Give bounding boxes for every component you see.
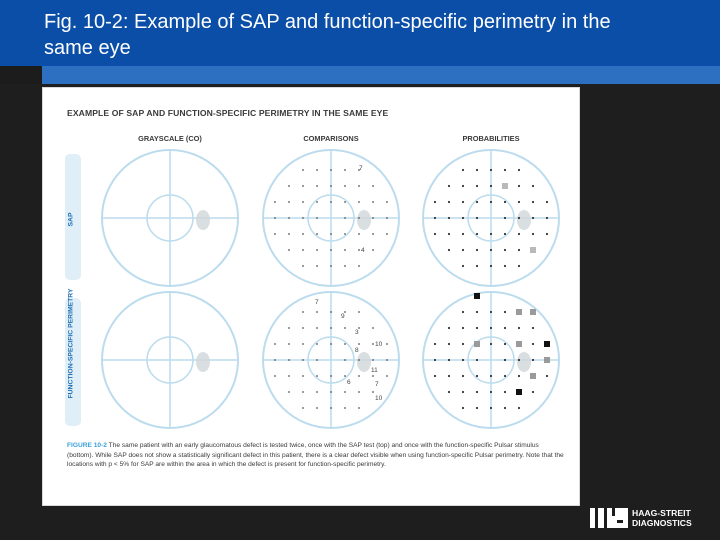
- fsp-comparison-value: 8: [355, 347, 359, 354]
- sap-comparison-point: [358, 233, 360, 235]
- sap-probability-point: [518, 169, 520, 171]
- sap-probability-point: [434, 201, 436, 203]
- sap-comparison-point: [372, 185, 374, 187]
- sap-probability-point: [532, 233, 534, 235]
- fsp-probability-point: [462, 343, 464, 345]
- fsp-comparison-point: [344, 343, 346, 345]
- sap-comparison-point: [358, 185, 360, 187]
- fsp-probability-point: [434, 375, 436, 377]
- fsp-comparison-point: [288, 391, 290, 393]
- fsp-probability-marker: [530, 309, 536, 315]
- fsp-probability-point: [490, 327, 492, 329]
- sap-comparison-point: [302, 185, 304, 187]
- fsp-probability-point: [490, 407, 492, 409]
- caption-text: The same patient with an early glaucomatous defect is tested twice, once with the SAP test (top) and once with the function-specific Pulsar stimulus (bottom). While SAP does not show a statistically significant defect in this patient, there is a clear defect visible when using function-specific Pulsar perimetry. Note that the locations with p < 5% for SAP are within the area in which the defect is present for function-specific perimetry.: [67, 442, 564, 469]
- sap-comparison-point: [372, 201, 374, 203]
- sap-comparison-point: [274, 201, 276, 203]
- figure-title: EXAMPLE OF SAP AND FUNCTION-SPECIFIC PERIMETRY IN THE SAME EYE: [67, 108, 389, 118]
- sap-comparison-point: [288, 249, 290, 251]
- fsp-probability-point: [518, 407, 520, 409]
- fsp-comparison-point: [316, 375, 318, 377]
- fsp-comparison-point: [316, 359, 318, 361]
- fsp-grayscale-field-blind-spot: [196, 352, 210, 372]
- fsp-comparison-point: [288, 375, 290, 377]
- fsp-comparison-point: [358, 407, 360, 409]
- sap-probability-point: [518, 265, 520, 267]
- fsp-probability-point: [504, 359, 506, 361]
- fsp-comparison-point: [372, 359, 374, 361]
- column-header-grayscale: GRAYSCALE (CO): [138, 134, 202, 143]
- sap-comparison-point: [344, 185, 346, 187]
- fsp-comparison-value: 9: [341, 313, 345, 320]
- fsp-comparison-point: [344, 375, 346, 377]
- fsp-comparison-point: [358, 343, 360, 345]
- fsp-probability-marker: [516, 309, 522, 315]
- sap-comparison-point: [372, 217, 374, 219]
- sap-probability-point: [518, 201, 520, 203]
- fsp-probability-point: [476, 375, 478, 377]
- fsp-comparison-point: [344, 391, 346, 393]
- fsp-probability-point: [532, 343, 534, 345]
- fsp-probability-point: [462, 407, 464, 409]
- sap-comparison-point: [316, 233, 318, 235]
- sap-probability-marker: [502, 183, 508, 189]
- sap-probability-point: [476, 217, 478, 219]
- fsp-comparison-point: [274, 343, 276, 345]
- sap-probability-point: [490, 265, 492, 267]
- fsp-probability-point: [462, 391, 464, 393]
- fsp-probability-point: [532, 327, 534, 329]
- sap-comparison-point: [386, 217, 388, 219]
- sap-comparison-point: [302, 249, 304, 251]
- sap-probability-point: [448, 201, 450, 203]
- fsp-comparison-point: [288, 343, 290, 345]
- fsp-probability-point: [532, 391, 534, 393]
- fsp-probability-point: [504, 407, 506, 409]
- fsp-comparison-point: [386, 359, 388, 361]
- fsp-comparison-point: [302, 311, 304, 313]
- sap-comparison-point: [302, 265, 304, 267]
- fsp-comparison-point: [386, 343, 388, 345]
- sap-comparison-point: [330, 265, 332, 267]
- sap-probability-point: [476, 201, 478, 203]
- sap-probability-point: [532, 185, 534, 187]
- sap-comparison-point: [358, 265, 360, 267]
- fsp-comparison-point: [372, 375, 374, 377]
- fsp-comparison-point: [330, 375, 332, 377]
- fsp-probability-point: [448, 375, 450, 377]
- sap-probability-point: [504, 233, 506, 235]
- sap-comparison-point: [358, 217, 360, 219]
- fsp-probability-point: [504, 311, 506, 313]
- fsp-probability-point: [476, 391, 478, 393]
- sap-comparison-point: [302, 233, 304, 235]
- sap-probability-point: [504, 265, 506, 267]
- fsp-comparisons-field-blind-spot: [357, 352, 371, 372]
- sap-comparison-point: [288, 185, 290, 187]
- sap-probability-point: [490, 249, 492, 251]
- sap-comparison-point: [358, 201, 360, 203]
- sap-comparison-point: [316, 169, 318, 171]
- sap-probability-point: [476, 169, 478, 171]
- fsp-comparison-point: [330, 327, 332, 329]
- sap-comparison-point: [302, 217, 304, 219]
- sap-comparison-point: [288, 201, 290, 203]
- sap-probability-point: [504, 201, 506, 203]
- fsp-comparison-point: [302, 343, 304, 345]
- fsp-comparison-point: [330, 343, 332, 345]
- fsp-probability-marker: [474, 293, 480, 299]
- logo-line-1: HAAG-STREIT: [632, 508, 691, 518]
- sap-comparison-point: [344, 265, 346, 267]
- sap-probability-marker: [530, 247, 536, 253]
- column-header-comparisons: COMPARISONS: [303, 134, 359, 143]
- fsp-comparison-value: 10: [375, 341, 383, 348]
- sap-comparison-point: [316, 265, 318, 267]
- fsp-comparison-point: [288, 359, 290, 361]
- sap-probability-point: [518, 249, 520, 251]
- sap-probability-point: [448, 185, 450, 187]
- sap-probability-point: [476, 265, 478, 267]
- sap-probability-point: [504, 169, 506, 171]
- hs-logo-mark-icon: [590, 508, 628, 528]
- sap-comparison-point: [316, 217, 318, 219]
- sap-probability-point: [518, 217, 520, 219]
- title-accent-line: [42, 66, 720, 84]
- fsp-comparison-point: [330, 407, 332, 409]
- fsp-comparison-point: [358, 311, 360, 313]
- fsp-probability-point: [504, 375, 506, 377]
- sap-probability-point: [448, 249, 450, 251]
- fsp-comparison-value: 7: [315, 299, 319, 306]
- sap-comparison-point: [344, 217, 346, 219]
- logo-wordmark: [632, 508, 692, 528]
- sap-probability-point: [490, 233, 492, 235]
- sap-comparison-point: [344, 201, 346, 203]
- sap-probability-point: [462, 201, 464, 203]
- fsp-comparison-point: [372, 391, 374, 393]
- fsp-probability-point: [448, 359, 450, 361]
- sap-comparison-point: [330, 201, 332, 203]
- fsp-probability-marker: [516, 341, 522, 347]
- sap-comparison-point: [344, 169, 346, 171]
- fsp-comparison-point: [372, 343, 374, 345]
- fsp-probability-point: [462, 311, 464, 313]
- sap-comparison-point: [302, 169, 304, 171]
- row-label-function-specific: FUNCTION-SPECIFIC PERIMETRY: [67, 288, 75, 399]
- sap-probability-point: [532, 201, 534, 203]
- sap-probability-point: [504, 217, 506, 219]
- fsp-comparison-point: [344, 407, 346, 409]
- fsp-probability-point: [476, 311, 478, 313]
- sap-probability-point: [546, 217, 548, 219]
- slide-title: Fig. 10-2: Example of SAP and function-specific perimetry in the same eye: [44, 11, 611, 59]
- fsp-comparison-point: [302, 327, 304, 329]
- sap-probability-point: [462, 185, 464, 187]
- fsp-probability-point: [462, 327, 464, 329]
- figure-caption: [67, 441, 567, 470]
- fsp-probability-point: [490, 343, 492, 345]
- logo-line-2: DIAGNOSTICS: [632, 518, 692, 528]
- sap-probability-point: [490, 169, 492, 171]
- sap-probability-point: [462, 233, 464, 235]
- fsp-probability-point: [504, 343, 506, 345]
- fsp-comparison-point: [302, 407, 304, 409]
- sap-comparisons-field-blind-spot: [357, 210, 371, 230]
- fsp-comparison-point: [274, 359, 276, 361]
- caption-label: FIGURE 10-2: [67, 442, 107, 449]
- fsp-comparison-point: [344, 359, 346, 361]
- figure-panel: [42, 87, 580, 506]
- sap-probability-point: [490, 201, 492, 203]
- sap-probability-point: [448, 233, 450, 235]
- sap-probability-point: [546, 233, 548, 235]
- sap-probability-point: [532, 217, 534, 219]
- fsp-probability-point: [448, 391, 450, 393]
- fsp-comparison-value: 3: [355, 329, 359, 336]
- fsp-comparison-point: [288, 327, 290, 329]
- fsp-probability-point: [476, 327, 478, 329]
- fsp-probability-marker: [530, 373, 536, 379]
- fsp-probability-point: [504, 391, 506, 393]
- sap-probability-point: [434, 233, 436, 235]
- sap-probability-point: [504, 249, 506, 251]
- sap-probability-point: [546, 201, 548, 203]
- fsp-comparison-value: 10: [375, 395, 383, 402]
- row-label-sap: SAP: [67, 212, 75, 227]
- sap-probability-point: [462, 217, 464, 219]
- sap-probability-point: [462, 249, 464, 251]
- fsp-comparison-point: [386, 375, 388, 377]
- fsp-probability-point: [448, 327, 450, 329]
- fsp-comparison-point: [302, 391, 304, 393]
- sap-comparison-point: [330, 169, 332, 171]
- sap-probability-point: [476, 185, 478, 187]
- fsp-comparison-point: [302, 375, 304, 377]
- sap-grayscale-field-blind-spot: [196, 210, 210, 230]
- fsp-probability-point: [434, 359, 436, 361]
- sap-comparison-point: [330, 185, 332, 187]
- fsp-comparison-point: [358, 391, 360, 393]
- fsp-probability-marker: [474, 341, 480, 347]
- sap-comparison-point: [358, 249, 360, 251]
- sap-comparison-point: [288, 217, 290, 219]
- fsp-comparison-point: [358, 359, 360, 361]
- fsp-comparison-value: 6: [347, 379, 351, 386]
- fsp-probability-marker: [516, 389, 522, 395]
- sap-comparison-point: [344, 233, 346, 235]
- sap-probability-point: [476, 249, 478, 251]
- fsp-probability-point: [462, 375, 464, 377]
- fsp-comparison-point: [316, 391, 318, 393]
- sap-comparison-point: [386, 233, 388, 235]
- column-header-probabilities: PROBABILITIES: [462, 134, 520, 143]
- fsp-probability-point: [518, 359, 520, 361]
- sap-comparison-value: 4: [361, 247, 365, 254]
- fsp-comparison-point: [330, 311, 332, 313]
- fsp-probability-point: [518, 375, 520, 377]
- fsp-comparison-point: [302, 359, 304, 361]
- sap-comparison-point: [372, 233, 374, 235]
- fsp-comparison-point: [330, 391, 332, 393]
- sap-probability-point: [462, 265, 464, 267]
- fsp-probability-point: [476, 407, 478, 409]
- sap-comparison-point: [274, 217, 276, 219]
- fsp-probability-point: [462, 359, 464, 361]
- sap-comparison-point: [386, 201, 388, 203]
- fsp-probability-point: [476, 359, 478, 361]
- sap-probability-point: [518, 233, 520, 235]
- sap-comparison-value: 7: [359, 165, 363, 172]
- fsp-comparison-point: [316, 407, 318, 409]
- sap-comparison-point: [288, 233, 290, 235]
- sap-probabilities-field-blind-spot: [517, 210, 531, 230]
- sap-comparison-point: [316, 201, 318, 203]
- fsp-comparison-point: [372, 327, 374, 329]
- sap-comparison-point: [330, 233, 332, 235]
- sap-comparison-point: [302, 201, 304, 203]
- fsp-comparison-value: 11: [371, 367, 378, 374]
- sap-comparison-point: [330, 249, 332, 251]
- sap-probability-point: [462, 169, 464, 171]
- fsp-probability-marker: [544, 341, 550, 347]
- fsp-comparison-point: [274, 375, 276, 377]
- sap-comparison-point: [316, 185, 318, 187]
- sap-comparison-point: [372, 249, 374, 251]
- fsp-comparison-point: [316, 311, 318, 313]
- fsp-probability-point: [546, 375, 548, 377]
- fsp-probability-point: [518, 327, 520, 329]
- sap-probability-point: [490, 185, 492, 187]
- sap-probability-point: [434, 217, 436, 219]
- fsp-comparison-point: [358, 375, 360, 377]
- fsp-probability-point: [434, 343, 436, 345]
- sap-comparison-point: [344, 249, 346, 251]
- sap-probability-point: [476, 233, 478, 235]
- fsp-comparison-value: 7: [375, 381, 379, 388]
- fsp-probability-point: [490, 311, 492, 313]
- sap-probability-point: [518, 185, 520, 187]
- sap-comparison-point: [274, 233, 276, 235]
- fsp-comparison-point: [316, 343, 318, 345]
- fsp-probability-point: [490, 375, 492, 377]
- haag-streit-logo: [590, 506, 710, 532]
- fsp-probability-point: [490, 391, 492, 393]
- fsp-probabilities-field-blind-spot: [517, 352, 531, 372]
- fsp-probability-point: [532, 359, 534, 361]
- sap-probability-point: [448, 217, 450, 219]
- slide-title-bar: [0, 0, 720, 66]
- fsp-probability-marker: [544, 357, 550, 363]
- fsp-comparison-point: [344, 327, 346, 329]
- fsp-probability-point: [504, 327, 506, 329]
- fsp-probability-point: [448, 343, 450, 345]
- fsp-comparison-point: [316, 327, 318, 329]
- sap-comparison-point: [316, 249, 318, 251]
